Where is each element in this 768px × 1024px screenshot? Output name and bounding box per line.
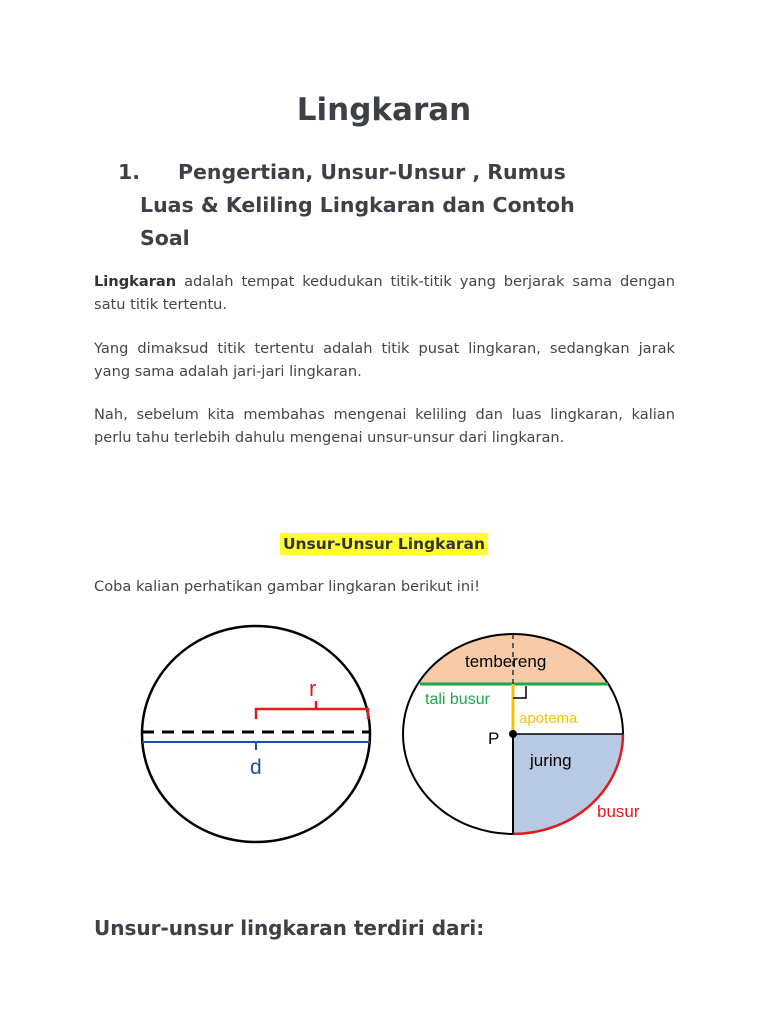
heading-text-1: Pengertian, Unsur-Unsur , Rumus bbox=[178, 160, 566, 184]
paragraph-center-point: Yang dimaksud titik tertentu adalah titik pusat lingkaran, sedangkan jarak yang sama adalah jari-jari lingkaran. bbox=[94, 340, 675, 380]
definition-text: adalah tempat kedudukan titik-titik yang berjarak sama dengan satu titik tertentu. bbox=[94, 273, 675, 313]
right-circle-figure bbox=[400, 632, 640, 842]
heading-text-2: Luas & Keliling Lingkaran dan Contoh bbox=[140, 193, 575, 217]
label-tembereng: tembereng bbox=[465, 652, 547, 671]
heading-line-1 bbox=[118, 156, 638, 189]
section-heading bbox=[118, 156, 638, 255]
paragraph-intro: Nah, sebelum kita membahas mengenai keliling dan luas lingkaran, kalian perlu tahu terlebih dahulu mengenai unsur-unsur dari lingkaran. bbox=[94, 406, 675, 446]
center-point bbox=[509, 730, 517, 738]
label-busur: busur bbox=[597, 802, 640, 821]
label-juring: juring bbox=[530, 751, 572, 770]
term-lingkaran: Lingkaran bbox=[94, 273, 177, 290]
heading-text-3: Soal bbox=[140, 226, 190, 250]
diameter-label: d bbox=[250, 756, 262, 779]
instruction-text: Coba kalian perhatikan gambar lingkaran berikut ini! bbox=[94, 578, 480, 595]
left-circle bbox=[142, 626, 370, 842]
heading-number: 1. bbox=[118, 160, 141, 184]
left-circle-figure bbox=[142, 626, 370, 842]
page-title: Lingkaran bbox=[296, 92, 472, 128]
elements-heading: Unsur-unsur lingkaran terdiri dari: bbox=[94, 916, 485, 940]
radius-label: r bbox=[309, 676, 317, 701]
label-apotema: apotema bbox=[519, 710, 578, 727]
circle-diagram bbox=[0, 612, 768, 852]
label-pusat: P bbox=[488, 729, 500, 748]
subheading-wrapper bbox=[0, 534, 768, 553]
paragraph-definition bbox=[94, 270, 675, 316]
subheading-highlighted: Unsur-Unsur Lingkaran bbox=[280, 533, 488, 555]
right-angle-mark bbox=[513, 686, 526, 698]
label-tali-busur: tali busur bbox=[425, 691, 490, 708]
radius-bracket bbox=[256, 701, 368, 719]
